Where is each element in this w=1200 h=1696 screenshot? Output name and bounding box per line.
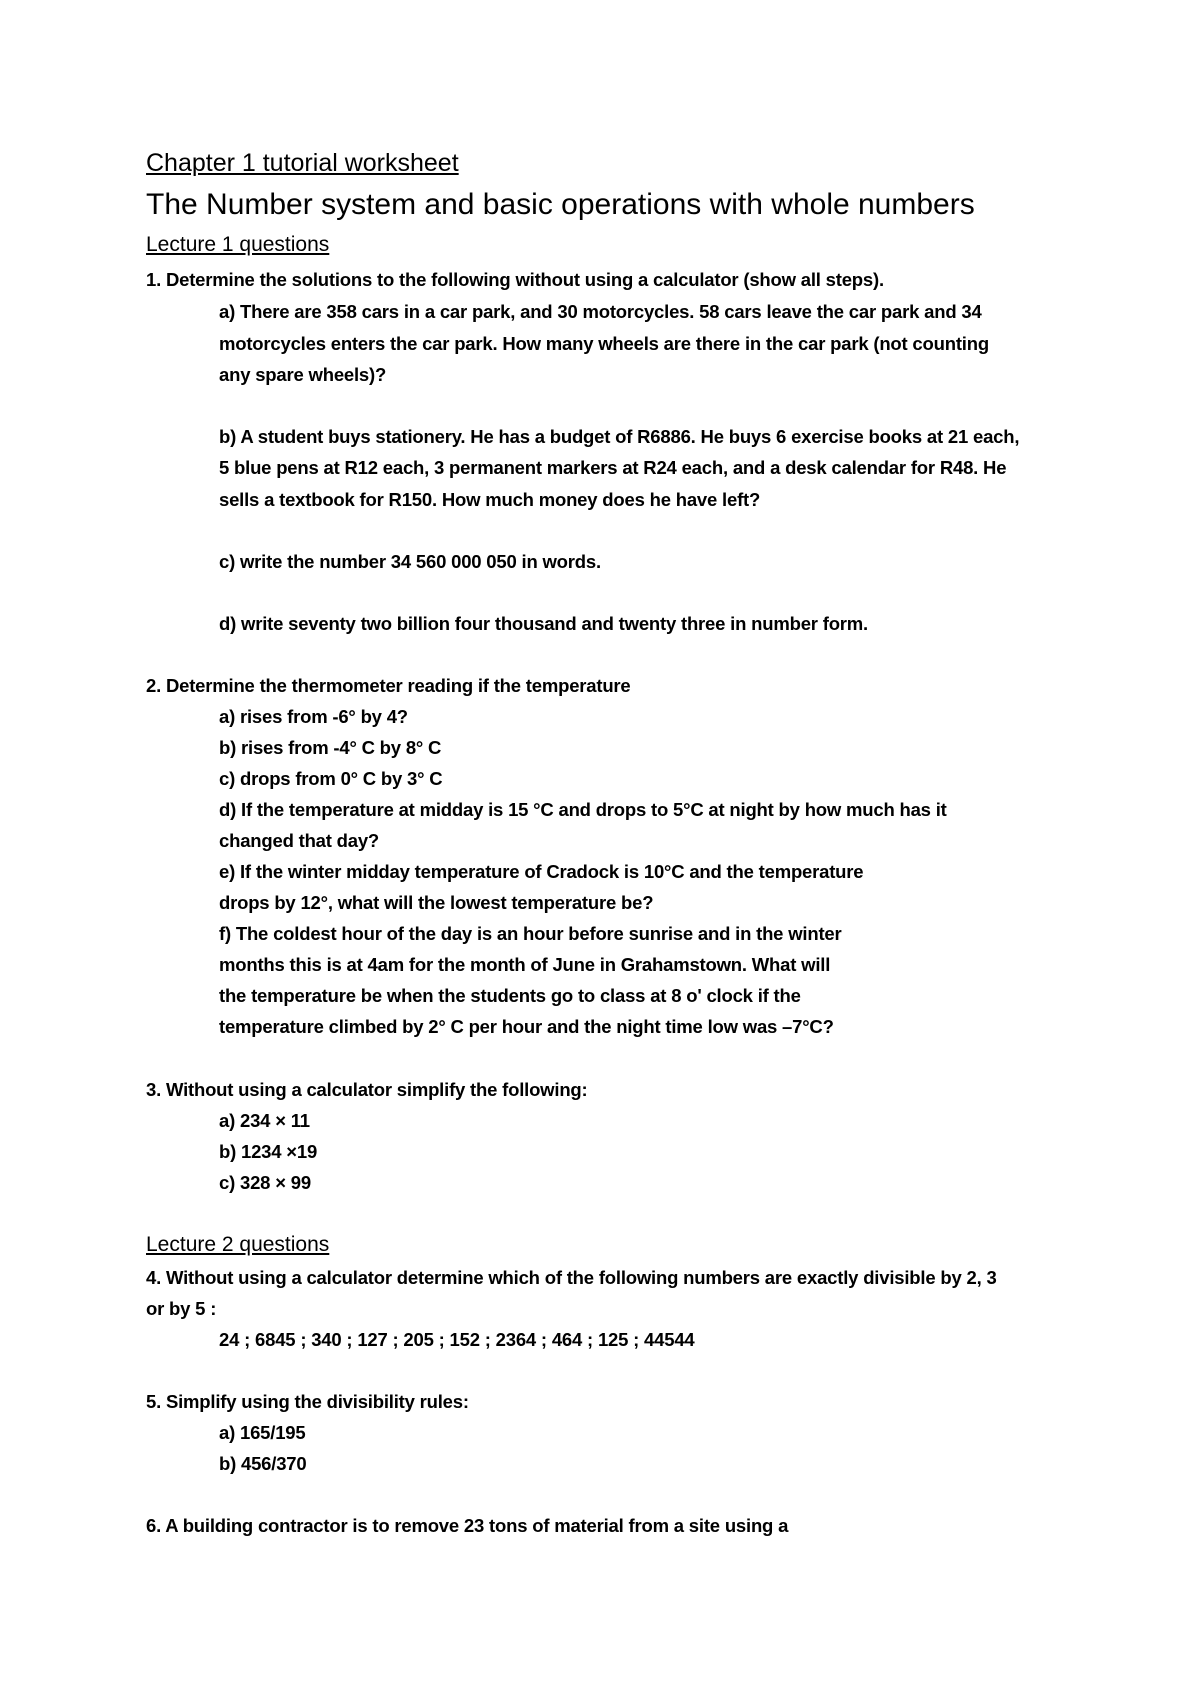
q5-stem: 5. Simplify using the divisibility rules: xyxy=(146,1391,469,1412)
q4-stem-line1: 4. Without using a calculator determine which of the following numbers are exactly divisible by 2, 3 xyxy=(146,1267,997,1288)
q2-stem: 2. Determine the thermometer reading if the temperature xyxy=(146,675,631,696)
lecture2-heading: Lecture 2 questions xyxy=(146,1233,330,1256)
q1d: d) write seventy two billion four thousand and twenty three in number form. xyxy=(219,613,868,634)
q2d-line2: changed that day? xyxy=(219,830,380,851)
q2f-line1: f) The coldest hour of the day is an hour before sunrise and in the winter xyxy=(219,923,842,944)
chapter-title: Chapter 1 tutorial worksheet xyxy=(146,149,459,177)
q3a: a) 234 × 11 xyxy=(219,1110,310,1131)
lecture1-heading: Lecture 1 questions xyxy=(146,233,330,256)
q2d-line1: d) If the temperature at midday is 15 °C and drops to 5°C at night by how much has it xyxy=(219,799,947,820)
q5b: b) 456/370 xyxy=(219,1453,307,1474)
q2c: c) drops from 0° C by 3° C xyxy=(219,768,443,789)
q2b: b) rises from -4° C by 8° C xyxy=(219,737,442,758)
q1a-line2: motorcycles enters the car park. How many wheels are there in the car park (not counting xyxy=(219,333,989,354)
main-title: The Number system and basic operations with whole numbers xyxy=(146,188,975,221)
q2a: a) rises from -6° by 4? xyxy=(219,706,408,727)
q3-stem: 3. Without using a calculator simplify the following: xyxy=(146,1079,588,1100)
q3b: b) 1234 ×19 xyxy=(219,1141,318,1162)
q1a-line1: a) There are 358 cars in a car park, and 30 motorcycles. 58 cars leave the car park and 34 xyxy=(219,301,982,322)
q2f-line3: the temperature be when the students go to class at 8 o' clock if the xyxy=(219,985,801,1006)
q2f-line4: temperature climbed by 2° C per hour and the night time low was –7°C? xyxy=(219,1016,834,1037)
q1b-line1: b) A student buys stationery. He has a budget of R6886. He buys 6 exercise books at 21 each, xyxy=(219,426,1020,447)
q5a: a) 165/195 xyxy=(219,1422,306,1443)
q1-stem: 1. Determine the solutions to the following without using a calculator (show all steps). xyxy=(146,269,884,290)
q3c: c) 328 × 99 xyxy=(219,1172,311,1193)
q1b-line2: 5 blue pens at R12 each, 3 permanent markers at R24 each, and a desk calendar for R48. He xyxy=(219,457,1007,478)
q1c: c) write the number 34 560 000 050 in words. xyxy=(219,551,601,572)
q6-stem: 6. A building contractor is to remove 23 tons of material from a site using a xyxy=(146,1515,789,1536)
q2e-line1: e) If the winter midday temperature of Cradock is 10°C and the temperature xyxy=(219,861,864,882)
q1b-line3: sells a textbook for R150. How much money does he have left? xyxy=(219,489,761,510)
q2e-line2: drops by 12°, what will the lowest temperature be? xyxy=(219,892,654,913)
q4-stem-line2: or by 5 : xyxy=(146,1298,217,1319)
q2f-line2: months this is at 4am for the month of June in Grahamstown. What will xyxy=(219,954,831,975)
q1a-line3: any spare wheels)? xyxy=(219,364,387,385)
q4-numbers: 24 ; 6845 ; 340 ; 127 ; 205 ; 152 ; 2364 ; 464 ; 125 ; 44544 xyxy=(219,1329,695,1350)
